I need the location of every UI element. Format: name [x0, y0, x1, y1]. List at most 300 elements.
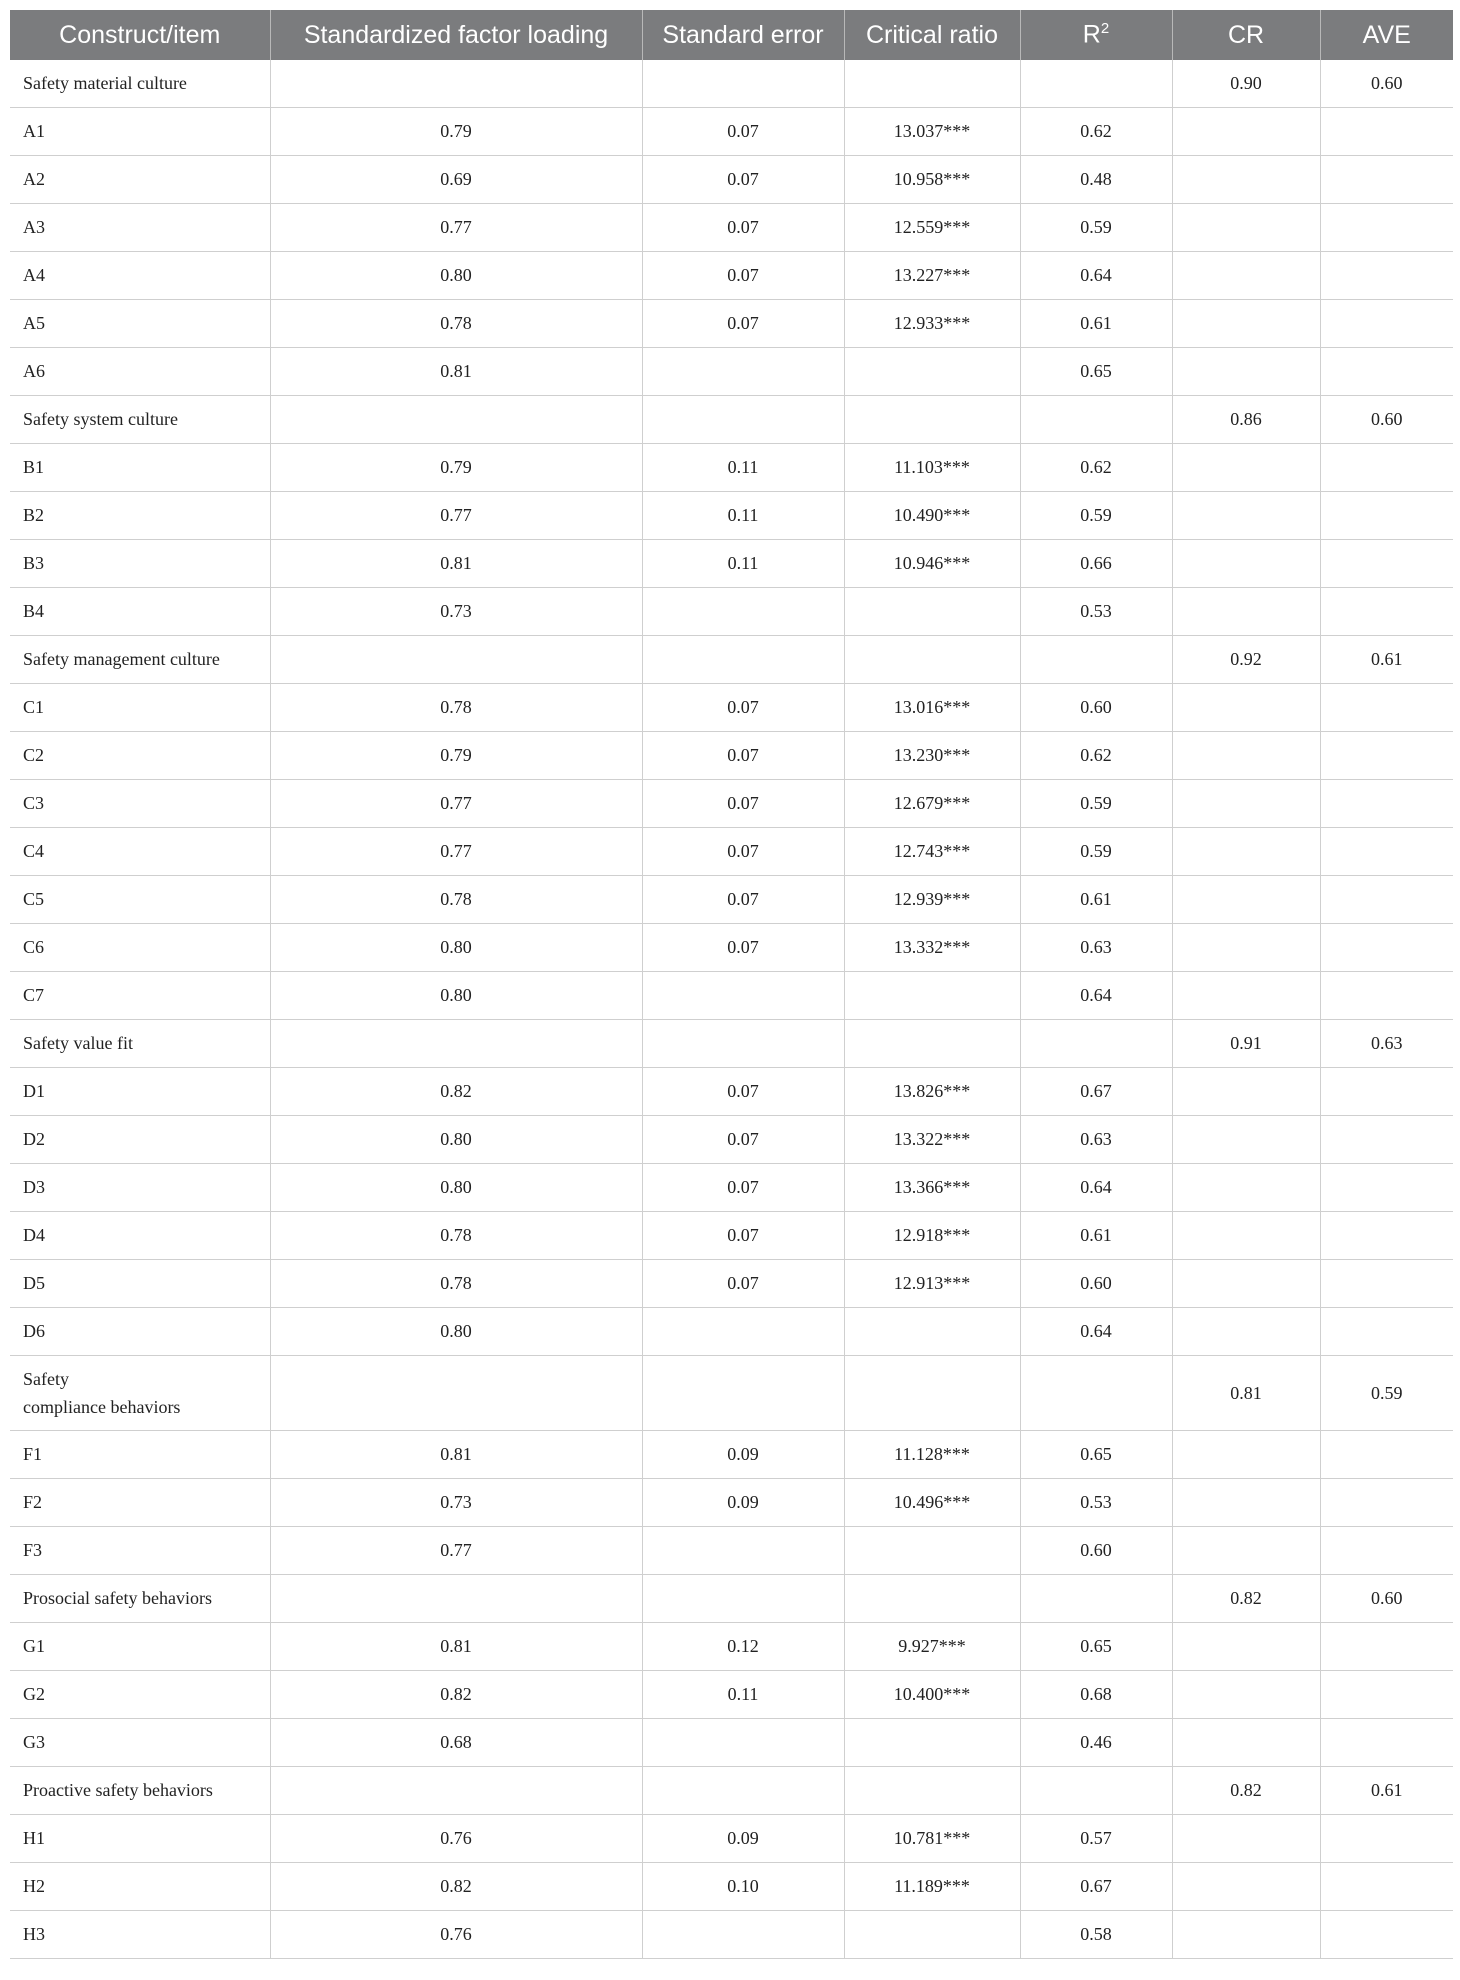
cell-ave — [1320, 156, 1453, 204]
cell-construct-item: A5 — [10, 300, 270, 348]
cell-construct-item: Safety system culture — [10, 396, 270, 444]
table-row-item — [10, 1863, 1453, 1911]
cell-construct-item: D5 — [10, 1260, 270, 1308]
cell-standard-error: 0.11 — [642, 1671, 844, 1719]
cell-construct-item: C5 — [10, 876, 270, 924]
cell-cr — [1172, 1479, 1320, 1527]
cell-critical-ratio — [844, 636, 1020, 684]
cell-standard-error — [642, 1767, 844, 1815]
cell-standard-error — [642, 588, 844, 636]
table-row-item — [10, 876, 1453, 924]
cell-cr — [1172, 828, 1320, 876]
cell-ave — [1320, 1719, 1453, 1767]
cell-critical-ratio: 11.189*** — [844, 1863, 1020, 1911]
header-r-superscript: 2 — [1100, 20, 1110, 38]
cell-ave — [1320, 1068, 1453, 1116]
cell-critical-ratio: 13.322*** — [844, 1116, 1020, 1164]
cell-cr: 0.82 — [1172, 1767, 1320, 1815]
cell-r-squared: 0.53 — [1020, 1479, 1172, 1527]
cell-label-line: Safety — [23, 1369, 69, 1389]
table-row-item — [10, 924, 1453, 972]
cell-cr — [1172, 732, 1320, 780]
table-row-item — [10, 828, 1453, 876]
cell-ave — [1320, 1212, 1453, 1260]
table-row-item — [10, 1212, 1453, 1260]
cell-ave: 0.60 — [1320, 396, 1453, 444]
cell-cr — [1172, 1164, 1320, 1212]
cell-r-squared: 0.59 — [1020, 780, 1172, 828]
cell-r-squared: 0.63 — [1020, 924, 1172, 972]
cell-ave: 0.63 — [1320, 1020, 1453, 1068]
cell-r-squared — [1020, 1767, 1172, 1815]
cell-standardized-factor-loading: 0.82 — [270, 1068, 642, 1116]
cell-standardized-factor-loading — [270, 1020, 642, 1068]
cell-construct-item: H1 — [10, 1815, 270, 1863]
cell-r-squared: 0.65 — [1020, 1623, 1172, 1671]
cell-standardized-factor-loading: 0.73 — [270, 588, 642, 636]
cell-r-squared — [1020, 1575, 1172, 1623]
cell-standardized-factor-loading: 0.78 — [270, 876, 642, 924]
cell-construct-item: D3 — [10, 1164, 270, 1212]
cell-critical-ratio — [844, 1527, 1020, 1575]
table-row-item — [10, 972, 1453, 1020]
cell-r-squared: 0.60 — [1020, 1527, 1172, 1575]
cell-construct-item: F2 — [10, 1479, 270, 1527]
cell-r-squared: 0.46 — [1020, 1719, 1172, 1767]
cell-construct-item: Safety material culture — [10, 60, 270, 108]
cell-construct-item — [10, 1356, 270, 1431]
cell-standardized-factor-loading: 0.80 — [270, 1308, 642, 1356]
cell-cr — [1172, 1260, 1320, 1308]
cell-construct-item: Proactive safety behaviors — [10, 1767, 270, 1815]
cell-ave — [1320, 684, 1453, 732]
cell-r-squared: 0.64 — [1020, 1164, 1172, 1212]
cell-standardized-factor-loading: 0.77 — [270, 492, 642, 540]
cell-standardized-factor-loading: 0.80 — [270, 1116, 642, 1164]
cell-construct-item: D1 — [10, 1068, 270, 1116]
cell-ave — [1320, 444, 1453, 492]
cell-r-squared: 0.67 — [1020, 1068, 1172, 1116]
cell-standardized-factor-loading: 0.80 — [270, 924, 642, 972]
cell-r-squared — [1020, 396, 1172, 444]
cell-cr — [1172, 1068, 1320, 1116]
table-row-item — [10, 1671, 1453, 1719]
header-critical-ratio: Critical ratio — [844, 10, 1020, 60]
cell-critical-ratio — [844, 60, 1020, 108]
table-row-item — [10, 1260, 1453, 1308]
cell-standardized-factor-loading: 0.81 — [270, 1623, 642, 1671]
table-row-item — [10, 492, 1453, 540]
cell-ave — [1320, 1527, 1453, 1575]
cell-critical-ratio: 10.781*** — [844, 1815, 1020, 1863]
cell-critical-ratio: 10.946*** — [844, 540, 1020, 588]
cell-construct-item: C2 — [10, 732, 270, 780]
cell-construct-item: D2 — [10, 1116, 270, 1164]
cell-standardized-factor-loading: 0.81 — [270, 348, 642, 396]
cell-critical-ratio — [844, 396, 1020, 444]
cell-critical-ratio: 12.743*** — [844, 828, 1020, 876]
cell-ave — [1320, 828, 1453, 876]
cell-standardized-factor-loading: 0.73 — [270, 1479, 642, 1527]
cell-r-squared: 0.57 — [1020, 1815, 1172, 1863]
cell-cr — [1172, 1527, 1320, 1575]
cell-cr — [1172, 252, 1320, 300]
cell-critical-ratio: 13.227*** — [844, 252, 1020, 300]
cell-r-squared: 0.59 — [1020, 828, 1172, 876]
cell-standard-error: 0.07 — [642, 732, 844, 780]
cell-standardized-factor-loading — [270, 1356, 642, 1431]
table-row-construct — [10, 60, 1453, 108]
cell-ave — [1320, 492, 1453, 540]
cell-r-squared: 0.48 — [1020, 156, 1172, 204]
cell-standard-error — [642, 60, 844, 108]
cell-critical-ratio: 10.958*** — [844, 156, 1020, 204]
cell-standard-error: 0.11 — [642, 540, 844, 588]
cell-ave: 0.60 — [1320, 60, 1453, 108]
cell-standard-error: 0.07 — [642, 156, 844, 204]
cell-ave — [1320, 732, 1453, 780]
table-row-construct — [10, 396, 1453, 444]
table-row-construct — [10, 1575, 1453, 1623]
cell-cr — [1172, 684, 1320, 732]
cell-ave — [1320, 588, 1453, 636]
cell-standardized-factor-loading: 0.78 — [270, 300, 642, 348]
cell-standard-error: 0.07 — [642, 924, 844, 972]
cell-standard-error — [642, 972, 844, 1020]
table-row-item — [10, 1911, 1453, 1959]
cell-critical-ratio — [844, 1575, 1020, 1623]
cell-r-squared — [1020, 636, 1172, 684]
table-row-item — [10, 1431, 1453, 1479]
cell-r-squared: 0.64 — [1020, 972, 1172, 1020]
cell-ave — [1320, 876, 1453, 924]
cell-construct-item: F1 — [10, 1431, 270, 1479]
cell-construct-item: Safety management culture — [10, 636, 270, 684]
cell-standard-error: 0.07 — [642, 300, 844, 348]
table-row-construct — [10, 1767, 1453, 1815]
cell-cr — [1172, 924, 1320, 972]
cell-standardized-factor-loading: 0.76 — [270, 1815, 642, 1863]
cell-critical-ratio: 12.939*** — [844, 876, 1020, 924]
cell-ave — [1320, 348, 1453, 396]
cell-standardized-factor-loading: 0.78 — [270, 1260, 642, 1308]
cell-cr — [1172, 1911, 1320, 1959]
table-row-item — [10, 1527, 1453, 1575]
cell-construct-item: Safety value fit — [10, 1020, 270, 1068]
cell-ave — [1320, 1260, 1453, 1308]
cell-ave — [1320, 108, 1453, 156]
cell-r-squared: 0.61 — [1020, 1212, 1172, 1260]
header-cr: CR — [1172, 10, 1320, 60]
table-row-item — [10, 300, 1453, 348]
cell-critical-ratio: 13.332*** — [844, 924, 1020, 972]
cell-construct-item: F3 — [10, 1527, 270, 1575]
cell-construct-item: D4 — [10, 1212, 270, 1260]
cell-r-squared: 0.64 — [1020, 252, 1172, 300]
cell-critical-ratio: 11.128*** — [844, 1431, 1020, 1479]
cell-critical-ratio — [844, 972, 1020, 1020]
cell-ave — [1320, 780, 1453, 828]
table-row-item — [10, 1308, 1453, 1356]
cell-ave — [1320, 924, 1453, 972]
header-row — [10, 10, 1453, 60]
cell-critical-ratio: 10.490*** — [844, 492, 1020, 540]
cell-critical-ratio — [844, 1767, 1020, 1815]
header-r-squared — [1020, 10, 1172, 60]
cell-standard-error: 0.09 — [642, 1431, 844, 1479]
cell-critical-ratio: 13.037*** — [844, 108, 1020, 156]
cell-standardized-factor-loading: 0.79 — [270, 444, 642, 492]
cell-standard-error — [642, 1527, 844, 1575]
cell-standardized-factor-loading: 0.77 — [270, 828, 642, 876]
cell-r-squared: 0.53 — [1020, 588, 1172, 636]
cell-ave — [1320, 1623, 1453, 1671]
cell-standard-error: 0.12 — [642, 1623, 844, 1671]
header-construct-item: Construct/item — [10, 10, 270, 60]
cell-critical-ratio — [844, 1911, 1020, 1959]
header-ave: AVE — [1320, 10, 1453, 60]
cell-critical-ratio: 13.016*** — [844, 684, 1020, 732]
cell-standard-error: 0.07 — [642, 252, 844, 300]
cell-ave — [1320, 1671, 1453, 1719]
table-row-item — [10, 252, 1453, 300]
cell-cr — [1172, 300, 1320, 348]
cell-r-squared: 0.60 — [1020, 684, 1172, 732]
table-row-item — [10, 1719, 1453, 1767]
cell-critical-ratio — [844, 348, 1020, 396]
cell-r-squared: 0.66 — [1020, 540, 1172, 588]
cell-ave — [1320, 252, 1453, 300]
cell-critical-ratio — [844, 1308, 1020, 1356]
table-row-item — [10, 540, 1453, 588]
cell-r-squared: 0.62 — [1020, 108, 1172, 156]
cell-standardized-factor-loading: 0.77 — [270, 1527, 642, 1575]
table-row-item — [10, 156, 1453, 204]
cell-critical-ratio: 12.559*** — [844, 204, 1020, 252]
cell-standardized-factor-loading: 0.80 — [270, 1164, 642, 1212]
cell-standard-error — [642, 636, 844, 684]
cell-cr — [1172, 1719, 1320, 1767]
cell-standardized-factor-loading: 0.69 — [270, 156, 642, 204]
cell-standardized-factor-loading — [270, 60, 642, 108]
cell-cr — [1172, 1863, 1320, 1911]
cell-construct-item: A4 — [10, 252, 270, 300]
cell-standard-error — [642, 1719, 844, 1767]
cell-standard-error: 0.11 — [642, 444, 844, 492]
cell-cr — [1172, 1212, 1320, 1260]
table-row-item — [10, 1116, 1453, 1164]
cell-standardized-factor-loading: 0.78 — [270, 684, 642, 732]
cell-construct-item: G2 — [10, 1671, 270, 1719]
cell-standard-error: 0.09 — [642, 1479, 844, 1527]
cell-r-squared — [1020, 1020, 1172, 1068]
table-row-item — [10, 684, 1453, 732]
cell-cr — [1172, 204, 1320, 252]
cell-critical-ratio: 12.933*** — [844, 300, 1020, 348]
cell-standard-error: 0.07 — [642, 1212, 844, 1260]
cell-cr — [1172, 1308, 1320, 1356]
cell-standardized-factor-loading: 0.77 — [270, 780, 642, 828]
cell-construct-item: G3 — [10, 1719, 270, 1767]
cell-cr: 0.92 — [1172, 636, 1320, 684]
cell-ave: 0.61 — [1320, 636, 1453, 684]
cell-cr — [1172, 444, 1320, 492]
cell-ave — [1320, 300, 1453, 348]
cell-cr — [1172, 1671, 1320, 1719]
cell-standardized-factor-loading — [270, 636, 642, 684]
cell-standardized-factor-loading — [270, 396, 642, 444]
cell-standard-error — [642, 1308, 844, 1356]
cell-ave — [1320, 1431, 1453, 1479]
cell-standardized-factor-loading: 0.77 — [270, 204, 642, 252]
cell-r-squared: 0.67 — [1020, 1863, 1172, 1911]
cell-critical-ratio — [844, 1020, 1020, 1068]
cell-standardized-factor-loading: 0.80 — [270, 972, 642, 1020]
cell-ave — [1320, 204, 1453, 252]
cell-standard-error — [642, 1911, 844, 1959]
cell-cr: 0.90 — [1172, 60, 1320, 108]
cell-r-squared: 0.65 — [1020, 348, 1172, 396]
cell-ave: 0.60 — [1320, 1575, 1453, 1623]
cell-standard-error: 0.07 — [642, 108, 844, 156]
cell-critical-ratio: 12.913*** — [844, 1260, 1020, 1308]
cell-construct-item: A1 — [10, 108, 270, 156]
cell-standardized-factor-loading: 0.79 — [270, 732, 642, 780]
cell-ave: 0.59 — [1320, 1356, 1453, 1431]
cell-standard-error: 0.07 — [642, 1116, 844, 1164]
cell-r-squared: 0.61 — [1020, 300, 1172, 348]
cell-critical-ratio — [844, 588, 1020, 636]
cell-cr — [1172, 1431, 1320, 1479]
cell-construct-item: C3 — [10, 780, 270, 828]
cell-ave — [1320, 1911, 1453, 1959]
cell-standardized-factor-loading: 0.82 — [270, 1863, 642, 1911]
cell-standardized-factor-loading: 0.82 — [270, 1671, 642, 1719]
cell-critical-ratio — [844, 1356, 1020, 1431]
cell-critical-ratio: 10.496*** — [844, 1479, 1020, 1527]
cell-construct-item: A3 — [10, 204, 270, 252]
cell-standardized-factor-loading: 0.80 — [270, 252, 642, 300]
cell-cr — [1172, 1623, 1320, 1671]
cell-ave — [1320, 1308, 1453, 1356]
table-row-item — [10, 588, 1453, 636]
cell-standard-error — [642, 348, 844, 396]
cell-r-squared — [1020, 60, 1172, 108]
cell-critical-ratio: 9.927*** — [844, 1623, 1020, 1671]
table-body — [10, 60, 1453, 1959]
cell-standard-error: 0.11 — [642, 492, 844, 540]
cell-construct-item: B1 — [10, 444, 270, 492]
table-row-item — [10, 1164, 1453, 1212]
cell-r-squared: 0.64 — [1020, 1308, 1172, 1356]
cell-cr — [1172, 1116, 1320, 1164]
cell-cr — [1172, 156, 1320, 204]
cell-standardized-factor-loading: 0.68 — [270, 1719, 642, 1767]
header-standard-error: Standard error — [642, 10, 844, 60]
cell-standard-error — [642, 1020, 844, 1068]
cell-cr: 0.91 — [1172, 1020, 1320, 1068]
cell-standard-error — [642, 1356, 844, 1431]
table-row-item — [10, 1623, 1453, 1671]
header-r-letter: R — [1082, 20, 1101, 49]
table-row-item — [10, 732, 1453, 780]
cell-cr — [1172, 876, 1320, 924]
cell-construct-item: Prosocial safety behaviors — [10, 1575, 270, 1623]
cell-ave — [1320, 1164, 1453, 1212]
cell-construct-item: C7 — [10, 972, 270, 1020]
cell-standard-error: 0.07 — [642, 204, 844, 252]
cell-ave — [1320, 1116, 1453, 1164]
cell-standard-error: 0.07 — [642, 780, 844, 828]
cell-standardized-factor-loading — [270, 1575, 642, 1623]
cell-critical-ratio: 10.400*** — [844, 1671, 1020, 1719]
cell-standard-error: 0.07 — [642, 1068, 844, 1116]
cell-standardized-factor-loading: 0.79 — [270, 108, 642, 156]
cell-construct-item: B3 — [10, 540, 270, 588]
results-table — [10, 10, 1453, 1959]
cell-construct-item: G1 — [10, 1623, 270, 1671]
cell-r-squared — [1020, 1356, 1172, 1431]
cell-r-squared: 0.62 — [1020, 732, 1172, 780]
cell-ave — [1320, 540, 1453, 588]
cell-standardized-factor-loading: 0.81 — [270, 540, 642, 588]
table-row-construct — [10, 636, 1453, 684]
cell-r-squared: 0.62 — [1020, 444, 1172, 492]
cell-standard-error: 0.07 — [642, 828, 844, 876]
header-standardized-factor-loading: Standardized factor loading — [270, 10, 642, 60]
cell-r-squared: 0.58 — [1020, 1911, 1172, 1959]
table-row-item — [10, 1068, 1453, 1116]
cell-standardized-factor-loading: 0.76 — [270, 1911, 642, 1959]
cell-standard-error: 0.07 — [642, 1164, 844, 1212]
cell-standardized-factor-loading — [270, 1767, 642, 1815]
cell-construct-item: A2 — [10, 156, 270, 204]
table-row-item — [10, 1479, 1453, 1527]
cell-construct-item: C6 — [10, 924, 270, 972]
cell-standard-error: 0.07 — [642, 684, 844, 732]
cell-r-squared: 0.68 — [1020, 1671, 1172, 1719]
cell-cr — [1172, 1815, 1320, 1863]
cell-cr — [1172, 108, 1320, 156]
cell-standard-error: 0.07 — [642, 876, 844, 924]
cell-critical-ratio: 12.679*** — [844, 780, 1020, 828]
cell-construct-item: D6 — [10, 1308, 270, 1356]
table-row-item — [10, 1815, 1453, 1863]
cell-critical-ratio: 13.826*** — [844, 1068, 1020, 1116]
cell-standardized-factor-loading: 0.81 — [270, 1431, 642, 1479]
cell-critical-ratio: 13.230*** — [844, 732, 1020, 780]
cell-construct-item: B2 — [10, 492, 270, 540]
cell-r-squared: 0.60 — [1020, 1260, 1172, 1308]
cell-r-squared: 0.59 — [1020, 204, 1172, 252]
cell-construct-item: H2 — [10, 1863, 270, 1911]
cell-construct-item: C1 — [10, 684, 270, 732]
cell-r-squared: 0.59 — [1020, 492, 1172, 540]
cell-cr — [1172, 348, 1320, 396]
cell-ave — [1320, 972, 1453, 1020]
cell-critical-ratio: 13.366*** — [844, 1164, 1020, 1212]
cell-cr: 0.81 — [1172, 1356, 1320, 1431]
cell-standard-error — [642, 396, 844, 444]
cell-critical-ratio: 12.918*** — [844, 1212, 1020, 1260]
cell-standard-error: 0.09 — [642, 1815, 844, 1863]
cell-construct-item: A6 — [10, 348, 270, 396]
cell-r-squared: 0.63 — [1020, 1116, 1172, 1164]
table-row-item — [10, 444, 1453, 492]
cell-standard-error: 0.10 — [642, 1863, 844, 1911]
cell-cr — [1172, 972, 1320, 1020]
cell-critical-ratio — [844, 1719, 1020, 1767]
